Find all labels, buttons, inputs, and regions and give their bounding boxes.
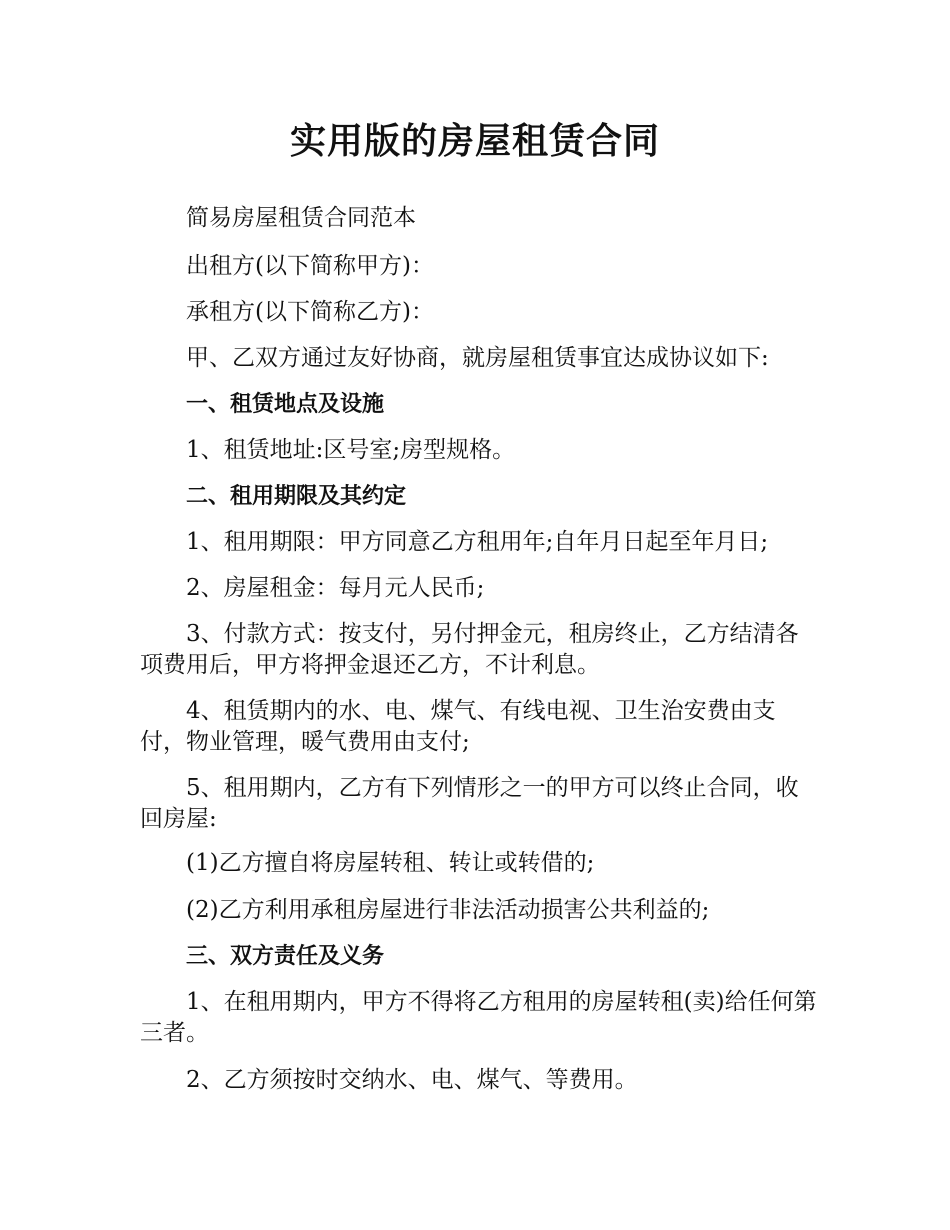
- document-title: 实用版的房屋租赁合同: [289, 121, 660, 162]
- paragraph-intro: 甲、乙双方通过友好协商，就房屋租赁事宜达成协议如下:: [186, 345, 769, 371]
- paragraph-clause-2-2: 2、房屋租金：每月元人民币;: [186, 575, 485, 601]
- section-heading-2: 二、租用期限及其约定: [186, 484, 407, 509]
- section-heading-3: 三、双方责任及义务: [186, 944, 385, 969]
- paragraph-subtitle: 简易房屋租赁合同范本: [186, 205, 416, 231]
- section-heading-1: 一、租赁地点及设施: [186, 392, 385, 417]
- paragraph-clause-2-3: 3、付款方式：按支付，另付押金元，租房终止，乙方结清各项费用后，甲方将押金退还乙方，不计利息。: [140, 621, 799, 678]
- paragraph-clause-2-4: 4、租赁期内的水、电、煤气、有线电视、卫生治安费由支付，物业管理，暖气费用由支付;: [140, 698, 776, 755]
- paragraph-lessor: 出租方(以下简称甲方)：: [186, 253, 434, 279]
- paragraph-clause-2-1: 1、租用期限：甲方同意乙方租用年;自年月日起至年月日;: [186, 529, 769, 555]
- paragraph-lessee: 承租方(以下简称乙方)：: [186, 299, 434, 325]
- paragraph-clause-1-1: 1、租赁地址:区号室;房型规格。: [186, 437, 516, 463]
- paragraph-clause-3-1: 1、在租用期内，甲方不得将乙方租用的房屋转租(卖)给任何第三者。: [140, 989, 817, 1046]
- paragraph-clause-3-2: 2、乙方须按时交纳水、电、煤气、等费用。: [186, 1067, 638, 1093]
- paragraph-clause-2-5-1: (1)乙方擅自将房屋转租、转让或转借的;: [186, 850, 595, 876]
- paragraph-clause-2-5-2: (2)乙方利用承租房屋进行非法活动损害公共利益的;: [186, 897, 710, 923]
- paragraph-clause-2-5: 5、租用期内，乙方有下列情形之一的甲方可以终止合同，收回房屋:: [140, 775, 799, 832]
